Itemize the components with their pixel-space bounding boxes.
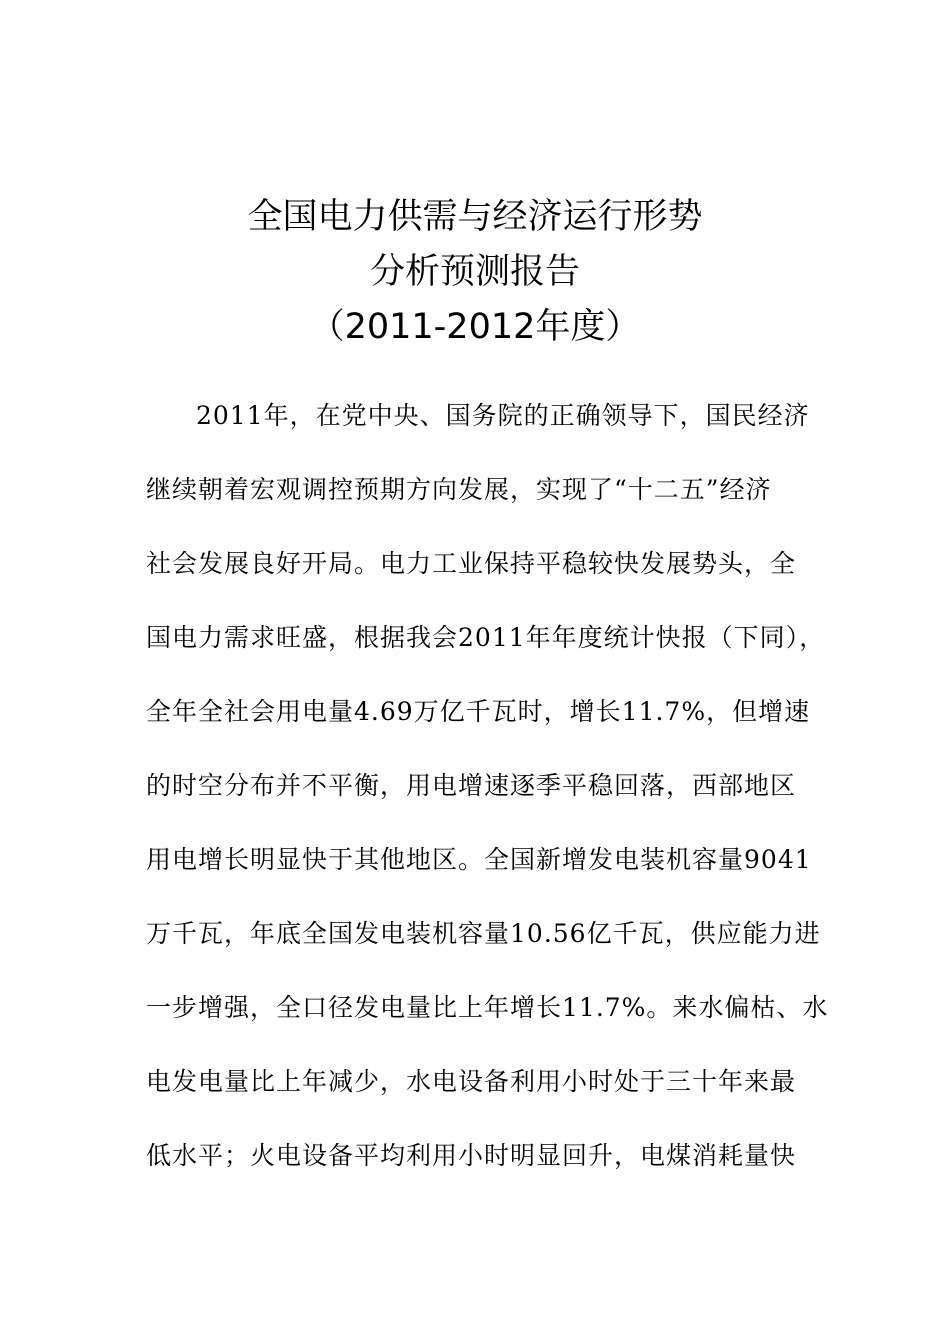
body-line-3: 社会发展良好开局。电力工业保持平稳较快发展势头，全 (146, 549, 797, 578)
body-line-5: 全年全社会用电量4.69万亿千瓦时，增长11.7%，但增速 (146, 697, 811, 726)
title-line-2: 分析预测报告 (369, 252, 580, 292)
body-line-8: 万千瓦，年底全国发电装机容量10.56亿千瓦，供应能力进 (146, 919, 821, 948)
title-line-3: （2011-2012年度） (309, 307, 641, 347)
body-paragraph (146, 391, 829, 1205)
body-line-4: 国电力需求旺盛，根据我会2011年年度统计快报（下同）， (146, 623, 826, 652)
body-line-2: 继续朝着宏观调控预期方向发展，实现了“十二五”经济 (146, 475, 772, 504)
report-title (0, 190, 950, 355)
body-line-10: 电发电量比上年减少，水电设备利用小时处于三十年来最 (146, 1067, 797, 1096)
body-line-11: 低水平；火电设备平均利用小时明显回升，电煤消耗量快 (146, 1141, 797, 1170)
body-line-6: 的时空分布并不平衡，用电增速逐季平稳回落，西部地区 (146, 771, 797, 800)
body-line-1: 2011年，在党中央、国务院的正确领导下，国民经济 (196, 401, 810, 430)
body-line-7: 用电增长明显快于其他地区。全国新增发电装机容量9041 (146, 845, 812, 874)
body-line-9: 一步增强，全口径发电量比上年增长11.7%。来水偏枯、水 (146, 993, 829, 1022)
title-line-1: 全国电力供需与经济运行形势 (247, 197, 703, 237)
